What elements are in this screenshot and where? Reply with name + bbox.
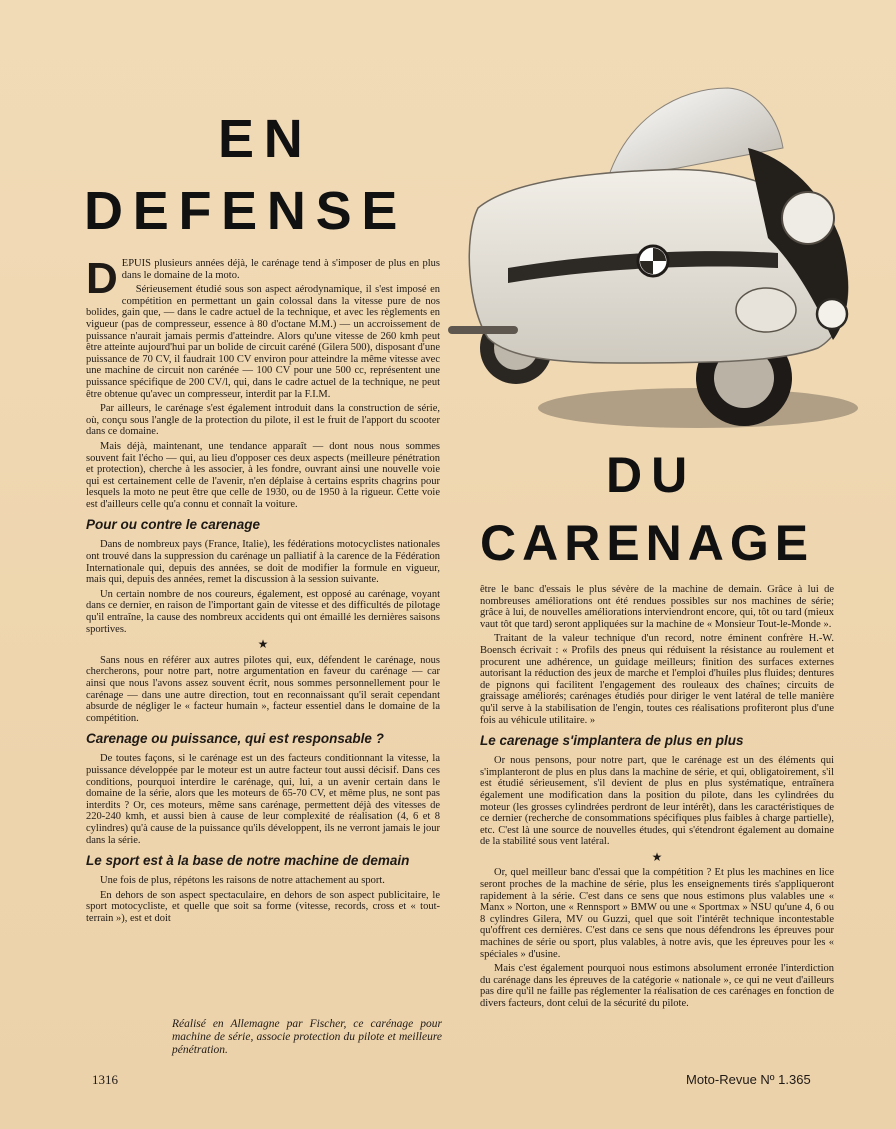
section-heading: Carenage ou puissance, qui est responsable ? — [86, 731, 384, 747]
right-column — [480, 584, 834, 1013]
paragraph: Or nous pensons, pour notre part, que le carénage est un des éléments qui s'implanteront de plus en plus dans la machine de série, et qui, obligatoirement, s'il est étudié sérieusement, s'il devient de plus en plus systématique, entraînera également une modification dans la position du pilote, dans les cylindrées du moteur (les grosses cylindrées perdront de leur intérêt), dans les caractéristiques de ce dernier (recherche de consommations spécifiques plus faibles à charge partielle), etc. C'est là une source de nouvelles études, qui s'étendront également au domaine de la stabilité sous vent latéral. — [480, 755, 834, 848]
title-line-defense: DEFENSE — [84, 181, 408, 241]
title-line-du: DU — [606, 447, 697, 503]
section-heading: Pour ou contre le carenage — [86, 517, 261, 533]
paragraph: Traitant de la valeur technique d'un record, notre éminent confrère H.-W. Boensch écrivait : « Profils des pneus qui réduisent la résistance au roulement et procurent une adhérence, un guidage meilleurs; finition des surfaces externes autorisant la réduction des jeux de marche et l'emploi d'huiles plus fluides; dentures de pignons qui facilitent l'engagement des rouleaux des chaînes; circuits de graissage améliorés; carénages étudiés pour diriger le vent latéral de telle manière qu'il serve à la stabilisation de l'engin, toutes ces réalisations profiteront plus d'une fois au véhicule utilitaire. » — [480, 633, 834, 726]
paragraph: Sérieusement étudié sous son aspect aérodynamique, il s'est imposé en compétition en permettant un gain colossal dans la vitesse pure de nos bolides, gain que, — dans le cadre actuel de la technique, et avec les règlements en vigueur (pas de compresseur, essence à 80 d'octane M.M.) — un accroissement de puissance n'aurait jamais permis d'atteindre. Alors qu'une vitesse de 260 kmh peut être atteinte aujourd'hui par un bolide de circuit caréné (Gilera 500), disposant d'une puissance de 70 CV, il faudrait 100 CV environ pour atteindre la même vitesse avec une machine de circuit non carénée — 100 CV pour une 500 cc, représentent une puissance spécifique de 200 CV/l, qui, dans le cadre actuel de la technique, ne peut être obtenue qu'avec un compresseur, interdit par la F.I.M. — [86, 284, 440, 400]
front-lamp — [817, 299, 847, 329]
motorcycle-photo — [448, 78, 868, 438]
left-column — [86, 254, 440, 928]
title-line-en: EN — [218, 109, 313, 169]
star-separator: ★ — [651, 849, 663, 864]
headlight — [782, 192, 834, 244]
paragraph: Mais c'est également pourquoi nous estimons absolument erronée l'interdiction du carénage dans les épreuves de la catégorie « nationale », ce qui ne veut d'ailleurs pas dire qu'il ne faille pas réglementer la réalisation de ces carénages en fonction de divers facteurs, dont celui de la sécurité du pilote. — [480, 963, 834, 1009]
footrest — [448, 326, 518, 334]
side-air-intake — [736, 288, 796, 332]
paragraph: être le banc d'essais le plus sévère de la machine de demain. Grâce à lui de nombreuses améliorations ont été rendues possibles sur nos machines de série; grâce à lui, de nouvelles améliorations interviendront encore, qui, tôt ou tard (mieux vaut tôt que tard) seront appliquées sur la machine de « Monsieur Tout-le-Monde ». — [480, 584, 834, 630]
paragraph: Sans nous en référer aux autres pilotes qui, eux, défendent le carénage, nous chercherons, pour notre part, notre argumentation en faveur du carénage — car ainsi que nous l'avons assez souvent écrit, nous sommes personnellement pour le carénage — dans une autre direction, tout en reconnaissant qu'il serait cependant absurde de négliger le « facteur humain », facteur essentiel dans le domaine de la compétition. — [86, 654, 440, 724]
paragraph: Par ailleurs, le carénage s'est également introduit dans la construction de série, où, conçu sous l'angle de la protection du pilote, il est le fruit de l'apport du scooter dans ce domaine. — [86, 403, 440, 438]
star-separator: ★ — [257, 637, 269, 652]
page-number: 1316 — [92, 1072, 118, 1087]
paragraph: De toutes façons, si le carénage est un des facteurs conditionnant la vitesse, la puissance développée par le moteur est un autre facteur tout aussi décisif. Dans ces conditions, pourquoi interdire le carénage, qui, lui, a un avenir certain dans le domaine de la série, alors que les moteurs de 65-70 CV, et même plus, ne sont pas interdits ? Or, ces moteurs, même sans carénage, permettent déjà des vitesses de 220-240 kmh, et aussi bien à cause de leur complexité de réalisation (4, 6 et 8 cylindres) qu'à cause de la puissance qu'ils développent, ils ne verront jamais le jour dans la série. — [86, 753, 440, 846]
intro-paragraph — [86, 254, 440, 303]
drop-cap: D — [86, 254, 118, 303]
ground-shadow — [538, 388, 858, 428]
paragraph: Mais déjà, maintenant, une tendance apparaît — dont nous nous sommes souvent fait l'écho — qui, au lieu d'opposer ces deux aspects (meilleure pénétration et protection), cherche à les associer, à les fondre, ouvrant ainsi une nouvelle voie qui est certainement celle de l'avenir, n'en déplaise à certains esprits chagrins pour lesquels la moto ne peut être que celle de 1930, ou de 1950 à la rigueur. Cette voie est d'ailleurs celle qu'a connu et connaît la voiture. — [86, 440, 440, 510]
photo-caption: Réalisé en Allemagne par Fischer, ce carénage pour machine de série, associe protection du pilote et meilleure pénétration. — [172, 1018, 442, 1056]
paragraph: Une fois de plus, répétons les raisons de notre attachement au sport. — [100, 875, 385, 887]
section-heading: Le sport est à la base de notre machine de demain — [86, 853, 410, 869]
section-heading: Le carenage s'implantera de plus en plus — [480, 733, 744, 749]
paragraph: Dans de nombreux pays (France, Italie), les fédérations motocyclistes nationales ont trouvé dans la suppression du carénage un palliatif à la carence de la Fédération Internationale qui, depuis des années, se doit de modifier la formule en vigueur, mais qui, depuis des années, remet la discussion à la session suivante. — [86, 539, 440, 586]
magazine-issue: Moto-Revue Nº 1.365 — [686, 1072, 811, 1087]
intro-text: EPUIS plusieurs années déjà, le carénage tend à s'imposer de plus en plus dans le domaine de la moto. — [121, 258, 440, 281]
paragraph: Un certain nombre de nos coureurs, également, est opposé au carénage, voyant dans ce dernier, en raison de l'important gain de vitesse et des difficultés de pilotage qu'il entraîne, la cause des nombreux accidents qui ont émaillé les dernières saisons sportives. — [86, 588, 440, 635]
paragraph: Or, quel meilleur banc d'essai que la compétition ? Et plus les machines en lice seront proches de la machine de série, plus les enseignements tirés s'appliqueront rapidement à la série. C'est dans ce sens que nous estimons plus valables une « Manx » Norton, une « Rennsport » BMW ou une « Sportmax » NSU qu'une 4, 6 ou 8 cylindres Gilera, MV ou Guzzi, quel que soit l'intérêt technique incontestable qu'offrent ces dernières. C'est dans ce sens que nous défendrons les épreuves pour machines de série ou sport, plus valables, à notre avis, que les épreuves pour les « spéciales » d'usine. — [480, 867, 834, 960]
paragraph: En dehors de son aspect spectaculaire, en dehors de son aspect publicitaire, le sport motocycliste, et quelle que soit sa forme (vitesse, records, cross et « tout-terrain »), est et doit — [86, 889, 440, 924]
title-line-carenage: CARENAGE — [480, 515, 815, 571]
